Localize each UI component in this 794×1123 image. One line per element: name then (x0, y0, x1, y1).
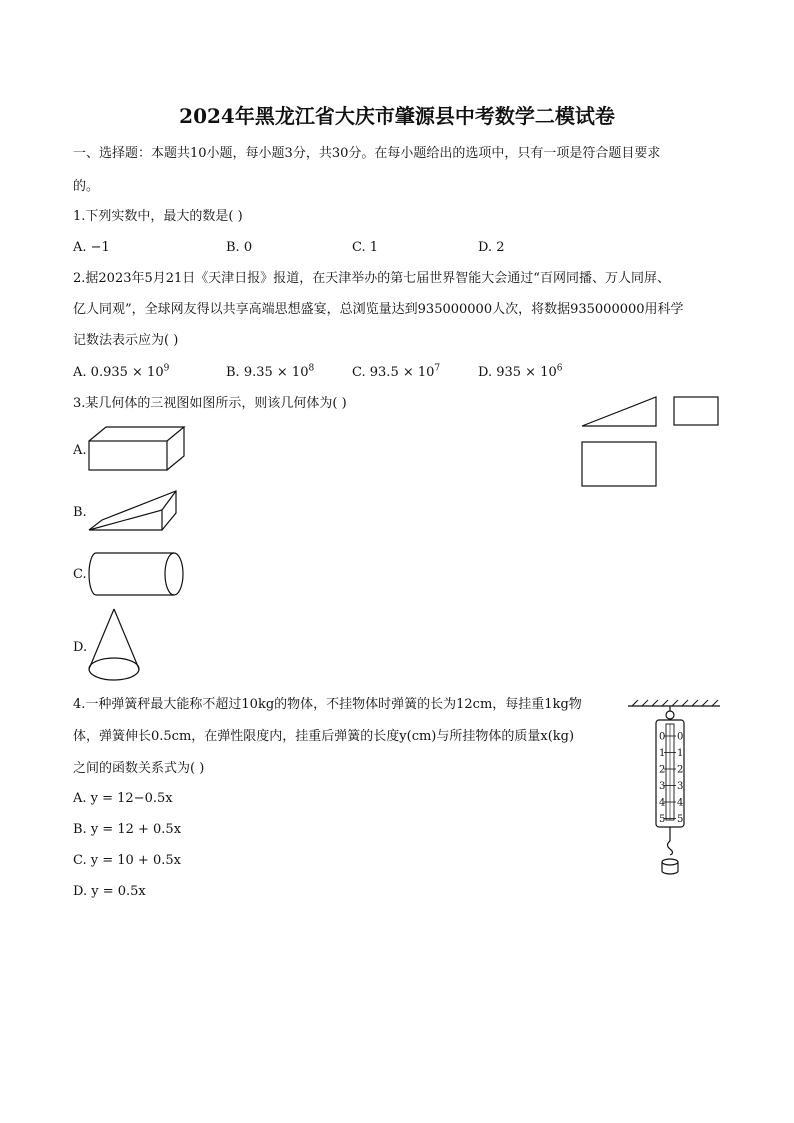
scale-tick-label-right: 2 (677, 764, 684, 776)
scale-tick-label-left: 1 (659, 748, 666, 759)
q3-stem: 3.某几何体的三视图如图所示，则该几何体为( ) (73, 396, 347, 411)
side-view-rectangle (674, 397, 718, 425)
section-heading-line2: 的。 (73, 179, 100, 194)
page-title: 2024年黑龙江省大庆市肇源县中考数学二模试卷 (179, 104, 615, 128)
q1-option-b: B. 0 (226, 240, 253, 255)
q4-option-b: B. y = 12 + 0.5x (73, 822, 182, 837)
q4-line1: 4.一种弹簧秤最大能称不超过10kg的物体，不挂物体时弹簧的长为12cm，每挂重1kg物 (73, 697, 582, 712)
q1-option-a: A. −1 (73, 240, 110, 255)
q2-option-a: A. $0.935 \times 10^9$ (73, 363, 170, 380)
q4-option-c: C. y = 10 + 0.5x (73, 853, 181, 868)
scale-tick-label-left: 4 (659, 797, 666, 809)
scale-tick-label-right: 1 (677, 748, 684, 759)
scale-tick-label-right: 0 (677, 731, 684, 743)
front-view-triangle (582, 397, 656, 426)
top-view-rectangle (582, 442, 656, 486)
triangular-prism-figure (86, 488, 182, 534)
q3-option-d-label: D. (73, 640, 88, 655)
q3-option-b-label: B. (73, 505, 87, 520)
scale-tick-label-left: 2 (659, 764, 666, 776)
q2-line3: 记数法表示应为( ) (73, 333, 179, 348)
cylinder-figure (86, 550, 188, 598)
cuboid-figure (86, 424, 190, 474)
scale-tick-label-left: 3 (659, 781, 666, 792)
spring-scale-figure (626, 698, 722, 880)
q1-stem: 1.下列实数中，最大的数是( ) (73, 209, 243, 224)
scale-tick-label-right: 5 (677, 814, 684, 825)
section-heading-line1: 一、选择题：本题共10小题，每小题3分，共30分。在每小题给出的选项中，只有一项是符合题目要求 (73, 146, 661, 161)
cone-figure (86, 606, 144, 684)
q2-option-b: B. $9.35 \times 10^8$ (226, 363, 315, 380)
q4-line3: 之间的函数关系式为( ) (73, 761, 205, 776)
q4-option-d: D. y = 0.5x (73, 884, 146, 899)
q3-option-a-label: A. (73, 443, 87, 458)
q2-line2: 亿人同观”，全球网友得以共享高端思想盛宴，总浏览量达到935000000人次，将数据935000000用科学 (73, 302, 684, 317)
hanging-weight (662, 859, 678, 874)
q2-option-d: D. $935 \times 10^6$ (478, 363, 563, 380)
q2-line1: 2.据2023年5月21日《天津日报》报道，在天津举办的第七届世界智能大会通过“百网同播、万人同屏、 (73, 271, 670, 286)
scale-ticks (659, 732, 683, 826)
q2-option-c: C. $93.5 \times 10^7$ (352, 363, 441, 380)
q1-option-d: D. 2 (478, 240, 505, 255)
ceiling-hatch (628, 700, 720, 706)
scale-tick-label-left: 0 (659, 731, 666, 743)
three-views-figure (578, 394, 723, 490)
q4-option-a: A. y = 12−0.5x (73, 791, 173, 806)
q4-line2: 体，弹簧伸长0.5cm，在弹性限度内，挂重后弹簧的长度y(cm)与所挂物体的质量x(kg) (73, 729, 575, 744)
q3-option-c-label: C. (73, 567, 87, 582)
scale-tick-label-left: 5 (659, 814, 666, 825)
q1-option-c: C. 1 (352, 240, 379, 255)
scale-tick-label-right: 4 (677, 797, 684, 809)
scale-tick-label-right: 3 (677, 781, 684, 792)
